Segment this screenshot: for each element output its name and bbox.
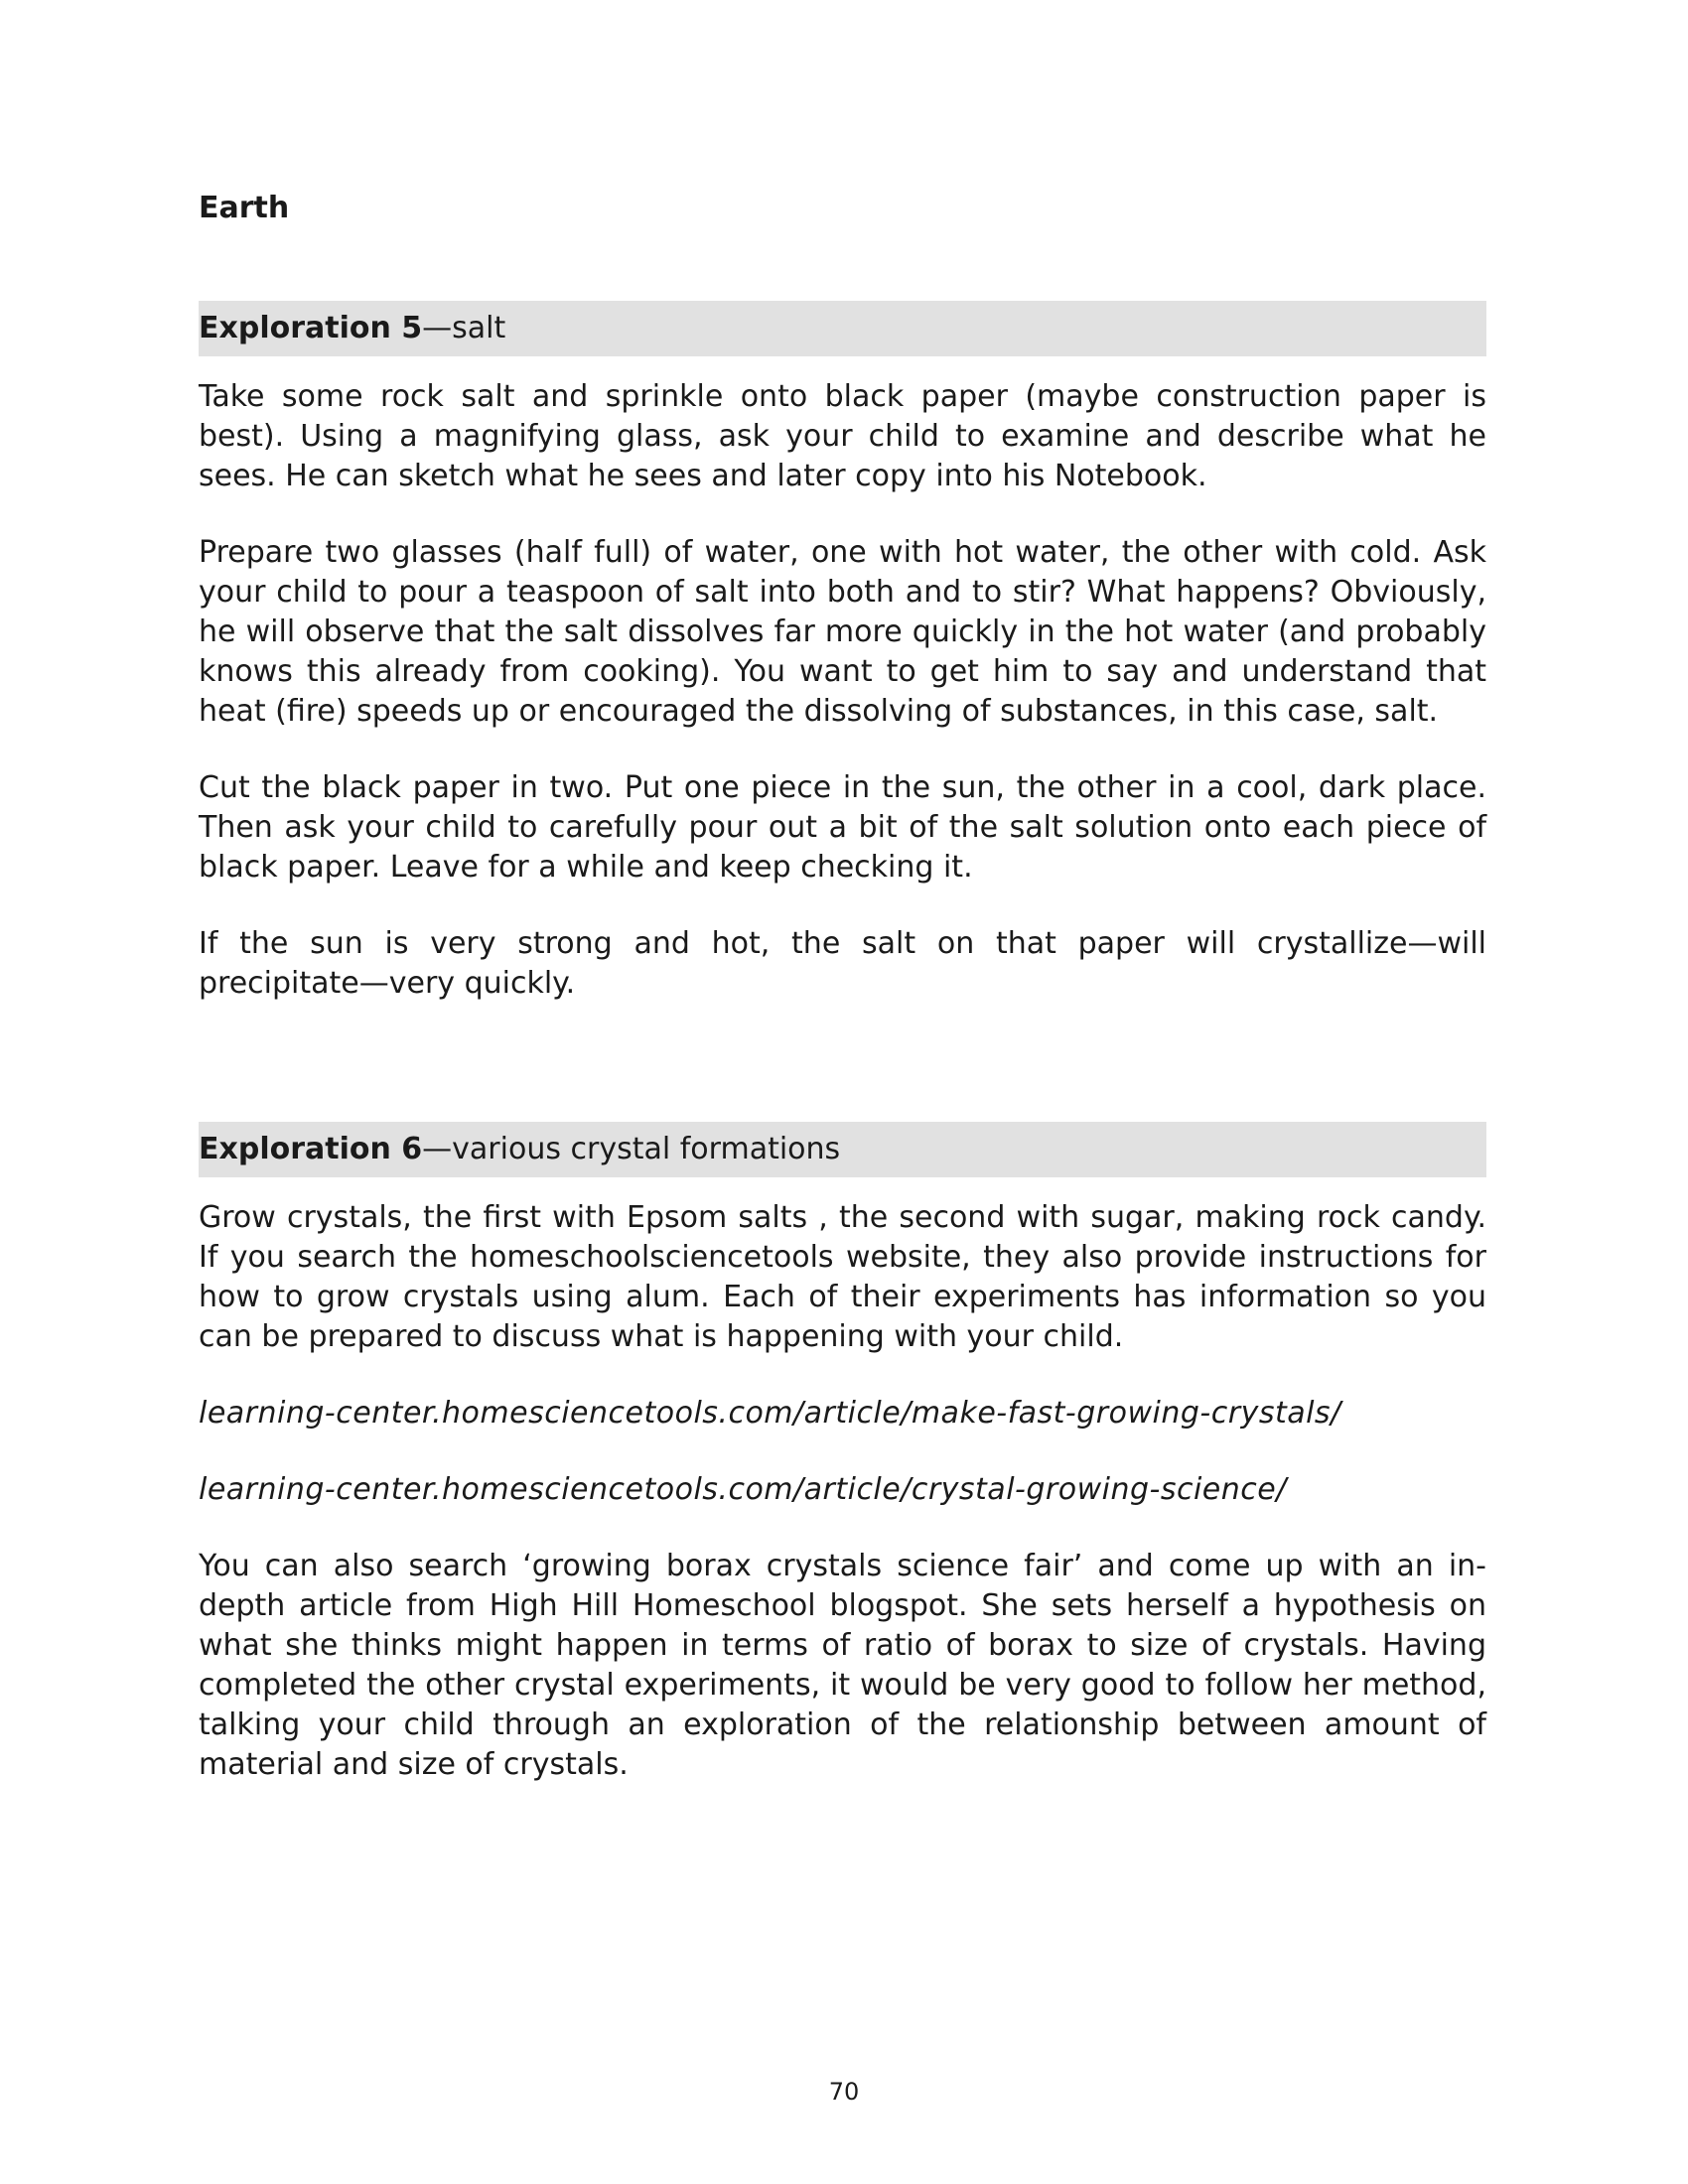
exploration-5-paragraph: If the sun is very strong and hot, the salt on that paper will crystallize—will precipitate—very quickly.	[199, 926, 1486, 1001]
article-link[interactable]: learning-center.homesciencetools.com/article/crystal-growing-science/	[199, 1472, 1287, 1507]
exploration-6-subtitle: —various crystal formations	[422, 1132, 841, 1166]
section-spacer	[199, 1040, 1486, 1122]
section-title: Earth	[199, 191, 290, 225]
exploration-6-intro: Grow crystals, the first with Epsom salts , the second with sugar, making rock candy. If you search the homeschoolsciencetools website, they also provide instructions for how to grow crystals using alum. Each of their experiments has information so you can be prepared to discuss what is happening with your child.	[199, 1200, 1486, 1354]
exploration-5-subtitle: —salt	[422, 311, 506, 345]
exploration-5-header	[199, 301, 1486, 356]
exploration-5-paragraph: Cut the black paper in two. Put one piece in the sun, the other in a cool, dark place. Then ask your child to carefully pour out a bit of the salt solution onto each piece of black paper. Leave for a while and keep checking it.	[199, 770, 1486, 885]
exploration-6-label: Exploration 6	[199, 1132, 423, 1166]
page-number: 70	[828, 2078, 860, 2106]
page-content	[199, 189, 1486, 1822]
article-link[interactable]: learning-center.homesciencetools.com/article/make-fast-growing-crystals/	[199, 1396, 1341, 1431]
exploration-5-paragraph: Prepare two glasses (half full) of water, one with hot water, the other with cold. Ask your child to pour a teaspoon of salt into both and to stir? What happens? Obviously, he will observe that the salt dissolves far more quickly in the hot water (and probably knows this already from cooking). You want to get him to say and understand that heat (fire) speeds up or encouraged the dissolving of substances, in this case, salt.	[199, 535, 1486, 729]
exploration-6-closing: You can also search ‘growing borax crystals science fair’ and come up with an in-depth article from High Hill Homeschool blogspot. She sets herself a hypothesis on what she thinks might happen in terms of ratio of borax to size of crystals. Having completed the other crystal experiments, it would be very good to follow her method, talking your child through an exploration of the relationship between amount of material and size of crystals.	[199, 1549, 1486, 1782]
exploration-5-label: Exploration 5	[199, 311, 423, 345]
exploration-5-paragraph: Take some rock salt and sprinkle onto black paper (maybe construction paper is best). Using a magnifying glass, ask your child to examine and describe what he sees. He can sketch what he sees and later copy into his Notebook.	[199, 379, 1486, 493]
exploration-6-header	[199, 1122, 1486, 1177]
